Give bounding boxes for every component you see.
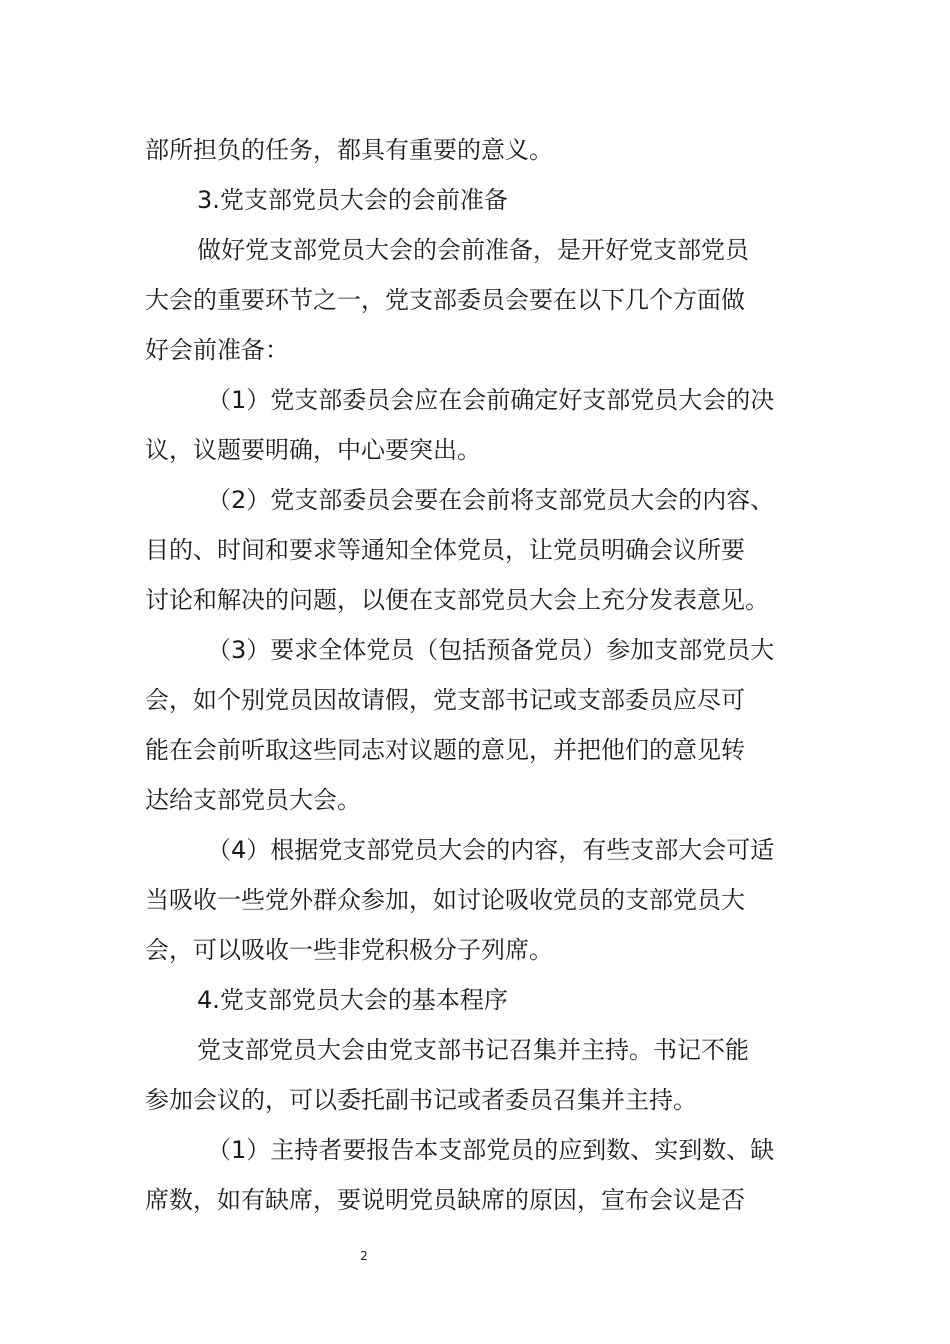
list-item: （1）党支部委员会应在会前确定好支部党员大会的决 (207, 386, 775, 414)
text-line: 会，如个别党员因故请假，党支部书记或支部委员应尽可 (145, 686, 745, 714)
list-item: （4）根据党支部党员大会的内容，有些支部大会可适 (207, 836, 775, 864)
text-line: 参加会议的，可以委托副书记或者委员召集并主持。 (145, 1086, 697, 1114)
page-number: 2 (360, 1249, 368, 1263)
text-line: 达给支部党员大会。 (145, 786, 361, 814)
list-item: （3）要求全体党员（包括预备党员）参加支部党员大 (207, 636, 775, 664)
section-heading: 4.党支部党员大会的基本程序 (197, 986, 508, 1014)
text-line: 会，可以吸收一些非党积极分子列席。 (145, 936, 553, 964)
text-line: 部所担负的任务，都具有重要的意义。 (145, 136, 553, 164)
text-line: 议，议题要明确，中心要突出。 (145, 436, 481, 464)
section-heading: 3.党支部党员大会的会前准备 (197, 186, 508, 214)
text-line: 大会的重要环节之一，党支部委员会要在以下几个方面做 (145, 286, 745, 314)
text-line: 能在会前听取这些同志对议题的意见，并把他们的意见转 (145, 736, 745, 764)
text-line: 目的、时间和要求等通知全体党员，让党员明确会议所要 (145, 536, 745, 564)
text-line: 党支部党员大会由党支部书记召集并主持。书记不能 (197, 1036, 749, 1064)
text-line: 做好党支部党员大会的会前准备，是开好党支部党员 (197, 236, 749, 264)
list-item: （2）党支部委员会要在会前将支部党员大会的内容、 (207, 486, 775, 514)
list-item: （1）主持者要报告本支部党员的应到数、实到数、缺 (207, 1136, 775, 1164)
text-line: 好会前准备： (145, 336, 289, 364)
text-line: 讨论和解决的问题，以便在支部党员大会上充分发表意见。 (145, 586, 769, 614)
body-text (145, 125, 810, 1225)
text-line: 席数，如有缺席，要说明党员缺席的原因，宣布会议是否 (145, 1186, 745, 1214)
text-line: 当吸收一些党外群众参加，如讨论吸收党员的支部党员大 (145, 886, 745, 914)
